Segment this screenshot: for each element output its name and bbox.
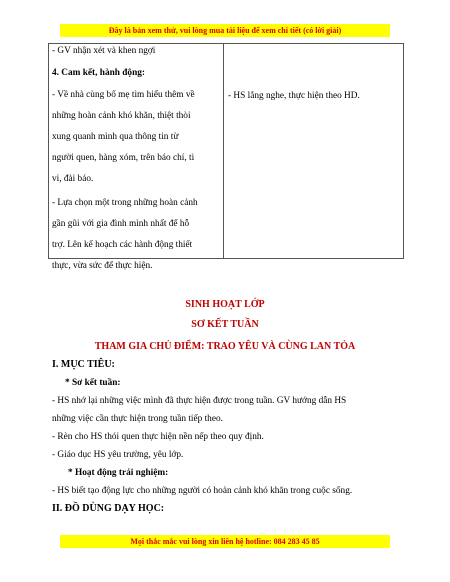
experience-activity-subheading: * Hoạt động trải nghiệm:	[68, 468, 169, 478]
home-task-line-4: người quen, hàng xóm, trên báo chí, ti	[52, 153, 195, 163]
objective-paragraph-1-line-2: những việc cần thực hiện trong tuần tiếp theo.	[52, 414, 223, 424]
activity-table	[48, 43, 404, 271]
table-column-divider	[223, 44, 224, 258]
section-title-class-activity: SINH HOẠT LỚP	[185, 299, 265, 310]
teacher-feedback-text: - GV nhận xét và khen ngợi	[52, 46, 156, 56]
materials-heading: II. ĐỒ DÙNG DẠY HỌC:	[52, 503, 165, 514]
commitment-heading: 4. Cam kết, hành động:	[52, 68, 145, 78]
choose-task-line-4: thực, vừa sức để thực hiện.	[52, 261, 153, 271]
choose-task-line-3: trợ. Lên kế hoạch các hành động thiết	[52, 240, 193, 250]
hotline-banner: Mọi thắc mắc vui lòng xin liên hệ hotline: 084 283 45 85	[60, 535, 390, 548]
theme-title: THAM GIA CHỦ ĐIỂM: TRAO YÊU VÀ CÙNG LAN TỎA	[94, 341, 356, 352]
choose-task-line-2: gần gũi với gia đình mình nhất để hỗ	[52, 219, 190, 229]
objective-paragraph-3: - Giáo dục HS yêu trường, yêu lớp.	[52, 450, 184, 460]
student-response-text: - HS lắng nghe, thực hiện theo HD.	[228, 91, 360, 101]
home-task-line-3: xung quanh mình qua thông tin từ	[52, 132, 179, 142]
choose-task-line-1: - Lựa chọn một trong những hoàn cảnh	[52, 198, 198, 208]
preview-notice-banner: Đây là bản xem thử, vui lòng mua tài liệu để xem chi tiết (có lời giải)	[60, 24, 390, 37]
home-task-line-2: những hoàn cảnh khó khăn, thiệt thòi	[52, 111, 191, 121]
objective-paragraph-1-line-1: - HS nhớ lại những việc mình đã thực hiện được trong tuần. GV hướng dẫn HS	[52, 396, 347, 406]
home-task-line-5: vi, đài báo.	[52, 174, 94, 184]
objectives-heading: I. MỤC TIÊU:	[52, 359, 115, 370]
objective-paragraph-2: - Rèn cho HS thói quen thực hiện nền nếp theo quy định.	[52, 432, 264, 442]
section-title-week-review: SƠ KẾT TUẦN	[191, 319, 259, 330]
week-review-subheading: * Sơ kết tuần:	[65, 378, 121, 388]
home-task-line-1: - Về nhà cùng bố mẹ tìm hiểu thêm về	[52, 90, 195, 100]
objective-paragraph-4: - HS biết tạo động lực cho những người có hoàn cảnh khó khăn trong cuộc sống.	[52, 486, 353, 496]
